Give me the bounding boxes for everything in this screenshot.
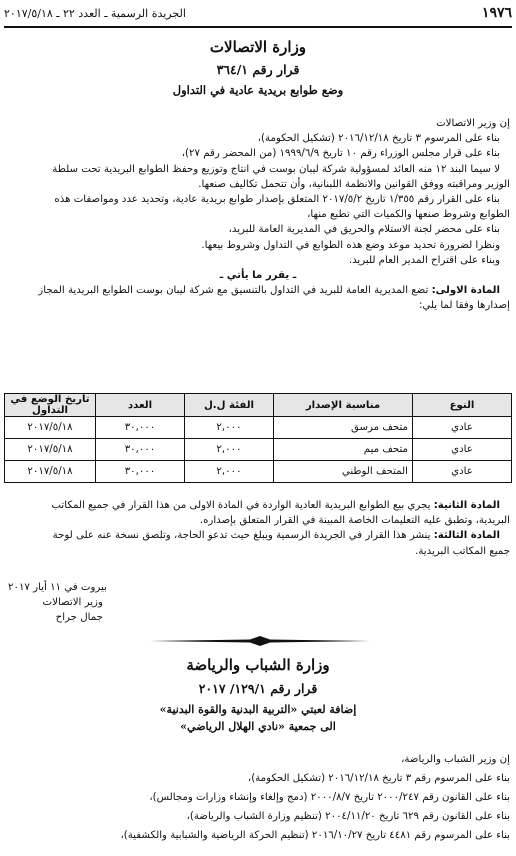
article2-text-cont: البريدية، وتطبق عليه التعليمات الخاصة المبينة في القرار المتعلق بإصداره. [199, 515, 510, 527]
gazette-issue-title: الجريدة الرسمية ـ العدد ٢٢ ـ ٢٠١٧/٥/١٨ [4, 6, 186, 20]
cell-denomination: ٢,٠٠٠ [185, 461, 274, 483]
col-header-type: النوع [413, 394, 512, 417]
article3-text-cont: جميع المكاتب البريدية. [415, 545, 510, 557]
preamble-line: بناء على القانون رقم ٢٠٠٠/٢٤٧ تاريخ ٢٠٠٠/٨/٧ (دمج وإلغاء وإنشاء وزارات ومجالس)، [149, 792, 510, 803]
preamble-line: الطوابع وشروط صنعها والكميات التي تطبع منها، [307, 209, 510, 221]
preamble-line: بناء على المرسوم رقم ٤٤٨١ تاريخ ٢٠١٦/١٠/٢٧ (تنظيم الحركة الرياضية والشبابية والكشفية)، [120, 830, 510, 841]
ministry-title-communications: وزارة الاتصالات [209, 38, 307, 56]
preamble-line: الوزير ومراقبته ووفق القوانين والانظمة اللبنانية، وأن تتحمل تكاليف صنعها. [198, 178, 510, 190]
preamble-line: ونظرا لضرورة تحديد موعد وضع هذه الطوابع في التداول وشروط بيعها. [201, 239, 500, 251]
col-header-date: تاريخ الوضع في التداول [5, 394, 96, 417]
header-rule [4, 26, 512, 28]
article1-label: المادة الاولى: [431, 285, 500, 297]
decision-number-364: قرار رقم ٣٦٤/١ [216, 62, 300, 77]
col-header-denomination: الفئة ل.ل [185, 394, 274, 417]
signature-place-date: بيروت في ١١ أيار ٢٠١٧ [8, 582, 107, 593]
ministry-title-youth-sports: وزارة الشباب والرياضة [186, 656, 330, 674]
page-number: ١٩٧٦ [481, 5, 512, 21]
cell-type: عادي [413, 439, 512, 461]
col-header-quantity: العدد [96, 394, 185, 417]
preamble-line: وبناء على اقتراح المدير العام للبريد. [348, 254, 500, 266]
cell-date: ٢٠١٧/٥/١٨ [5, 461, 96, 483]
article3-text: ينشر هذا القرار في الجريدة الرسمية ويبلغ حيث تدعو الحاجة، وتلصق نسخة عنه على لوحة [52, 530, 434, 542]
preamble-line: بناء على المرسوم رقم ٣ تاريخ ٢٠١٦/١٢/١٨ (تشكيل الحكومة)، [247, 773, 510, 784]
table-row [5, 417, 512, 439]
cell-date: ٢٠١٧/٥/١٨ [5, 439, 96, 461]
article1-text-cont: إصدارها وفقا لما يلي: [418, 300, 510, 312]
decision2-preamble [6, 750, 510, 845]
page-header [4, 2, 512, 24]
cell-type: عادي [413, 461, 512, 483]
signature-title: وزير الاتصالات [42, 597, 103, 608]
decision-subject-line2: الى جمعية «نادي الهلال الرياضي» [180, 720, 336, 733]
table-header-row [5, 394, 512, 417]
preamble-line: لا سيما البند ١٢ منه العائد لمسؤولية شركة ليبان بوست في انتاج وتوزيع وحفظ الطوابع البريدية تحت سلطة [52, 163, 500, 175]
cell-quantity: ٣٠,٠٠٠ [96, 417, 185, 439]
cell-occasion: متحف ميم [274, 439, 413, 461]
preamble-line: بناء على القرار رقم ١/٣٥٥ تاريخ ٢٠١٧/٥/٢ المتعلق بإصدار طوابع بريدية عادية، وتحديد عدد ومواصفات هذه [54, 194, 500, 206]
preamble-line: بناء على القانون رقم ٦٢٩ تاريخ ٢٠٠٤/١١/٢٠ (تنظيم وزارة الشباب والرياضة)، [186, 811, 510, 822]
preamble-line: بناء على محضر لجنة الاستلام والحريق في المديرية العامة للبريد، [228, 224, 500, 236]
signature-name: جمال جراح [55, 612, 103, 623]
table-row [5, 461, 512, 483]
decides-line: ـ يقرر ما يأتي ـ [219, 270, 297, 282]
preamble-line: إن وزير الاتصالات [436, 118, 510, 129]
col-header-occasion: مناسبة الإصدار [274, 394, 413, 417]
preamble-line: بناء على قرار مجلس الوزراء رقم ١٠ تاريخ ١٩٩٩/٦/٩ (من المحضر رقم ٢٧)، [181, 148, 500, 160]
preamble-line: بناء على المرسوم ٣ تاريخ ٢٠١٦/١٢/١٨ (تشكيل الحكومة)، [257, 133, 500, 145]
cell-quantity: ٣٠,٠٠٠ [96, 461, 185, 483]
decision1-articles [6, 498, 510, 559]
cell-occasion: المتحف الوطني [274, 461, 413, 483]
table-row [5, 439, 512, 461]
decision-number-129: قرار رقم ١٢٩/١/ ٢٠١٧ [198, 681, 318, 696]
decision1-preamble [6, 116, 510, 314]
decision1-signature [8, 580, 107, 625]
decision-subject-line1: إضافة لعبتي «التربية البدنية والقوة البدنية» [159, 703, 357, 716]
cell-quantity: ٣٠,٠٠٠ [96, 439, 185, 461]
article3-label: المادة الثالثة: [433, 530, 500, 542]
cell-occasion: متحف مرسق [274, 417, 413, 439]
cell-denomination: ٢,٠٠٠ [185, 417, 274, 439]
article1-text: تضع المديرية العامة للبريد في التداول بالتنسيق مع شركة ليبان بوست الطوابع البريدية المجاز [38, 285, 432, 297]
stamps-table [4, 393, 512, 483]
cell-denomination: ٢,٠٠٠ [185, 439, 274, 461]
cell-type: عادي [413, 417, 512, 439]
article2-text: يجري بيع الطوابع البريدية العادية الواردة في المادة الاولى من هذا القرار في جميع المكاتب [51, 500, 434, 511]
preamble-line: إن وزير الشباب والرياضة، [401, 754, 510, 765]
article2-label: المادة الثانية: [433, 500, 500, 511]
section-separator [150, 636, 370, 646]
cell-date: ٢٠١٧/٥/١٨ [5, 417, 96, 439]
decision-subject-stamps: وضع طوابع بريدية عادية في التداول [172, 83, 344, 97]
